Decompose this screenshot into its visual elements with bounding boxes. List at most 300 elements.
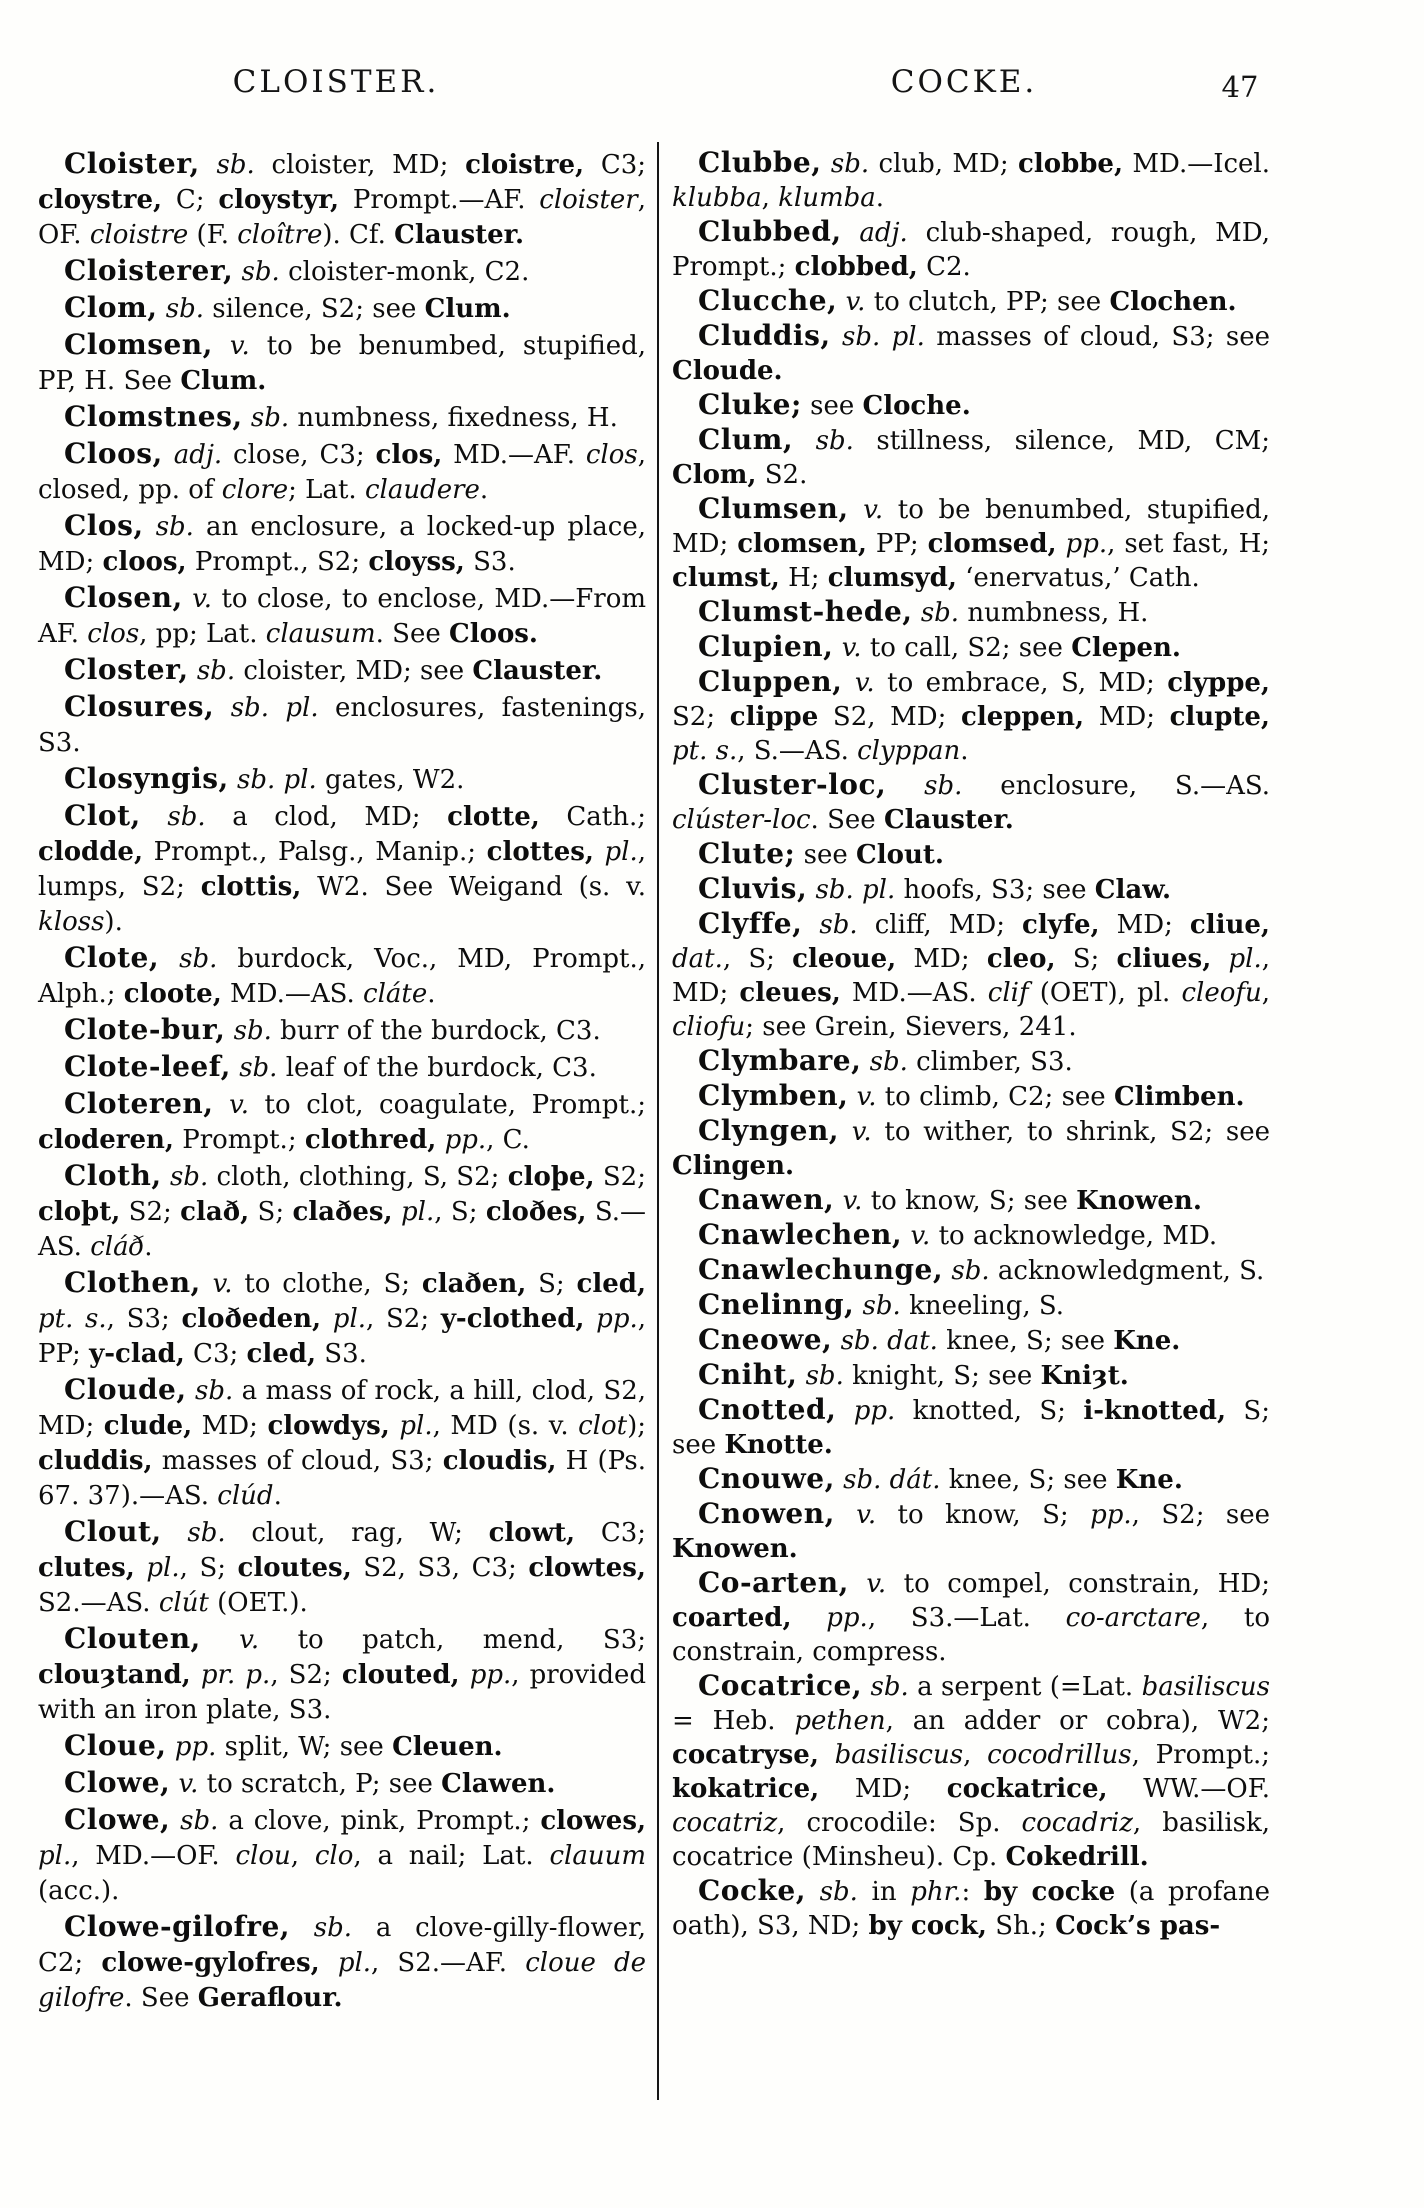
entry-text: , crocodile: Sp.	[777, 1808, 1022, 1838]
entry-text: , provided with an iron plate, S3.	[38, 1660, 647, 1725]
italic-label: pl.	[604, 837, 638, 867]
entry-text: knight, S; see	[843, 1361, 1041, 1391]
bold-term: y-clad,	[89, 1339, 185, 1369]
bold-term: clyppe,	[1167, 668, 1270, 698]
dictionary-entry	[38, 940, 646, 1012]
bold-term: clos,	[375, 440, 443, 470]
entry-text: .	[479, 475, 489, 505]
bold-term: clottis,	[200, 872, 302, 902]
entry-text	[832, 1326, 840, 1356]
entry-text	[157, 294, 165, 324]
italic-label: sb.	[194, 1376, 234, 1406]
bold-term: Cnawen,	[698, 1183, 835, 1216]
bold-term: Clingen.	[672, 1151, 795, 1181]
italic-label: clif	[987, 978, 1029, 1008]
bold-term: Cokedrill.	[1005, 1842, 1149, 1872]
bold-term: Cloos,	[64, 437, 163, 470]
entry-text: , basilisk, cocatrice (Minsheu). Cp.	[672, 1808, 1270, 1872]
bold-term: Cloister,	[64, 147, 200, 180]
bold-term: Cneowe,	[698, 1323, 833, 1356]
dictionary-entry	[672, 768, 1270, 837]
italic-label: sb. dát.	[843, 1465, 941, 1495]
bold-term: clowes,	[540, 1806, 647, 1836]
bold-term: cloyss,	[368, 547, 465, 577]
bold-term: clobbed,	[794, 252, 918, 282]
entry-text	[141, 802, 168, 832]
dictionary-entry	[38, 508, 646, 580]
bold-term: Clum.	[180, 366, 267, 396]
running-head-right: COCKE.	[890, 64, 1038, 100]
bold-term: clað,	[180, 1197, 250, 1227]
entry-text: S3.	[464, 547, 516, 577]
italic-label: klumba	[778, 183, 876, 213]
entry-text: C;	[162, 185, 219, 215]
bold-term: cloþe,	[507, 1162, 595, 1192]
bold-term: cocatryse,	[672, 1740, 819, 1770]
italic-label: cocadriz	[1021, 1808, 1133, 1838]
dictionary-entry	[672, 630, 1270, 665]
entry-text: , PP;	[38, 1304, 646, 1369]
bold-term: Claw.	[1094, 875, 1172, 905]
entry-text: , closed, pp. of	[38, 440, 647, 505]
bold-term: clothred,	[304, 1125, 437, 1155]
entry-text	[460, 1660, 470, 1690]
entry-text: to patch, mend, S3;	[259, 1625, 646, 1655]
bold-term: Clote-leef,	[64, 1050, 231, 1083]
bold-term: Cloude,	[64, 1373, 187, 1406]
italic-label: sb.	[169, 1162, 209, 1192]
entry-text: to scratch, P; see	[198, 1769, 442, 1799]
entry-text: gates, W2.	[316, 765, 465, 795]
entry-text: knee, S; see	[940, 1465, 1116, 1495]
italic-label: pl.	[337, 1948, 372, 1978]
entry-text: a clove-gilly-flower, C2;	[38, 1913, 646, 1978]
entry-text: .	[273, 1481, 282, 1511]
entry-text	[201, 1269, 213, 1299]
italic-label: clo	[314, 1841, 354, 1871]
italic-label: v.	[856, 1500, 877, 1530]
dictionary-entry	[672, 1393, 1270, 1462]
bold-term: cloos,	[102, 547, 187, 577]
bold-term: cleues,	[739, 978, 841, 1008]
bold-term: Clowe,	[64, 1803, 171, 1836]
dictionary-entry	[38, 1265, 646, 1372]
dictionary-entry	[38, 399, 646, 436]
bold-term: Cluster-loc,	[698, 768, 887, 801]
italic-label: sb. pl.	[841, 322, 925, 352]
italic-label: v.	[192, 584, 213, 614]
bold-term: cloðes,	[485, 1197, 587, 1227]
entry-text	[225, 1016, 233, 1046]
dictionary-entry	[38, 1621, 646, 1728]
italic-label: basiliscus	[834, 1740, 964, 1770]
entry-text	[290, 1913, 314, 1943]
dictionary-entry	[672, 1183, 1270, 1218]
entry-text	[201, 1625, 239, 1655]
italic-label: sb.	[241, 257, 280, 287]
entry-text: , pp; Lat.	[139, 619, 266, 649]
entry-text	[792, 1603, 827, 1633]
entry-text: to know, S; see	[862, 1186, 1077, 1216]
italic-label: v.	[229, 1090, 249, 1120]
bold-term: kokatrice,	[672, 1774, 820, 1804]
entry-text	[167, 1732, 175, 1762]
entry-text: C3;	[184, 1339, 247, 1369]
dictionary-entry	[38, 652, 646, 689]
entry-text: ; see Grein, Sievers, 241.	[745, 1012, 1077, 1042]
entry-text	[144, 512, 156, 542]
bold-term: cled,	[576, 1269, 646, 1299]
entry-text: W2. See Weigand (s. v.	[301, 872, 647, 902]
entry-text: H (Ps. 67. 37).—AS.	[38, 1446, 647, 1511]
bold-term: Clupien,	[698, 630, 834, 663]
entry-text: to clutch, PP; see	[865, 287, 1110, 317]
bold-term: Cocke,	[698, 1874, 806, 1907]
bold-term: Clepen.	[1071, 633, 1181, 663]
bold-term: clyfe,	[1022, 910, 1100, 940]
entry-text	[849, 495, 864, 525]
entry-text: S2;	[672, 702, 730, 732]
italic-label: sb.	[239, 1053, 278, 1083]
bold-term: Cloos.	[449, 619, 538, 649]
entry-text: numbness, H.	[959, 598, 1149, 628]
entry-text: to clothe, S;	[232, 1269, 422, 1299]
italic-label: pp.	[596, 1304, 638, 1334]
italic-label: sb. pl.	[236, 765, 317, 795]
entry-text: to close, to enclose, MD.—From AF.	[38, 584, 647, 649]
entry-text: to compel, constrain, HD;	[886, 1569, 1270, 1599]
italic-label: sb.	[951, 1256, 990, 1286]
dictionary-entry	[38, 1728, 646, 1765]
dictionary-entry	[38, 580, 646, 652]
entry-text	[233, 257, 241, 287]
entry-text: C3;	[575, 1518, 647, 1548]
italic-label: sb.	[187, 1518, 226, 1548]
entry-text: Prompt.;	[173, 1125, 305, 1155]
entry-text	[842, 668, 854, 698]
italic-label: cloître	[237, 220, 323, 250]
bold-term: Clyffe,	[698, 907, 803, 940]
entry-text: S2;	[594, 1162, 646, 1192]
bold-term: claðes,	[292, 1197, 393, 1227]
entry-text	[861, 1047, 869, 1077]
italic-label: v.	[239, 1625, 260, 1655]
entry-text	[849, 1569, 866, 1599]
entry-text: S; see	[672, 1396, 1270, 1460]
bold-term: Clawen.	[441, 1769, 556, 1799]
bold-term: Cluppen,	[698, 665, 843, 698]
entry-text: masses of cloud, S3;	[152, 1446, 443, 1476]
dictionary-entry	[38, 1086, 646, 1158]
entry-text	[183, 584, 192, 614]
bold-term: cloderen,	[38, 1125, 174, 1155]
bold-term: cloþt,	[38, 1197, 121, 1227]
italic-label: adj.	[173, 440, 223, 470]
entry-text: knotted, S;	[895, 1396, 1084, 1426]
dictionary-entry	[672, 1497, 1270, 1566]
bold-term: clumst,	[672, 563, 780, 593]
bold-term: cled,	[246, 1339, 316, 1369]
entry-text: . See	[810, 805, 884, 835]
bold-term: Cock’s pas-	[1055, 1911, 1221, 1941]
bold-term: clomsed,	[927, 529, 1057, 559]
bold-term: Knotte.	[724, 1430, 833, 1460]
entry-text	[833, 633, 841, 663]
dictionary-entry	[672, 595, 1270, 630]
entry-text: , S2;	[270, 1660, 342, 1690]
entry-text: MD;	[819, 1774, 947, 1804]
dictionary-entry	[38, 327, 646, 399]
bold-term: Cluvis,	[698, 872, 808, 905]
italic-label: pp.	[853, 1396, 896, 1426]
entry-text: .	[144, 1232, 153, 1262]
bold-term: cliue,	[1189, 910, 1270, 940]
bold-term: claðen,	[421, 1269, 527, 1299]
entry-text: clout, rag, W;	[225, 1518, 489, 1548]
entry-text	[594, 837, 605, 867]
entry-text	[436, 1125, 444, 1155]
dictionary-entry	[672, 146, 1270, 215]
entry-text	[913, 598, 921, 628]
bold-term: Clote,	[64, 941, 160, 974]
entry-text: , a nail; Lat.	[353, 1841, 550, 1871]
bold-term: Cnotted,	[698, 1393, 837, 1426]
bold-term: Closen,	[64, 581, 183, 614]
dictionary-entry	[38, 1765, 646, 1802]
bold-term: clomsen,	[737, 529, 867, 559]
dictionary-entry	[672, 423, 1270, 492]
bold-term: clutes,	[38, 1553, 135, 1583]
italic-label: clot	[578, 1411, 628, 1441]
italic-label: pt. s.	[38, 1304, 107, 1334]
entry-text: knee, S; see	[937, 1326, 1114, 1356]
bold-term: clobbe,	[1018, 149, 1124, 179]
bold-term: by cock,	[868, 1911, 987, 1941]
italic-label: sb.	[924, 771, 963, 801]
bold-term: Clyngen,	[698, 1114, 840, 1147]
bold-term: Clowe,	[64, 1766, 171, 1799]
dictionary-entry	[38, 761, 646, 798]
entry-text	[390, 1411, 400, 1441]
bold-term: clowt,	[488, 1518, 576, 1548]
entry-text: , to constrain, compress.	[672, 1603, 1270, 1667]
dictionary-entry	[672, 1566, 1270, 1669]
entry-text: , C.	[486, 1125, 530, 1155]
entry-text: );	[627, 1411, 646, 1441]
italic-label: sb.	[250, 403, 290, 433]
bold-term: Cnowen,	[698, 1497, 835, 1530]
bold-term: cliues,	[1116, 944, 1212, 974]
dictionary-entry	[38, 1372, 646, 1514]
bold-term: Clymben,	[698, 1079, 849, 1112]
dictionary-entry	[672, 284, 1270, 319]
entry-text: S3.	[316, 1339, 367, 1369]
italic-label: cocodrillus	[987, 1740, 1132, 1770]
entry-text	[837, 287, 845, 317]
entry-text: club-shaped, rough, MD, Prompt.;	[672, 218, 1270, 282]
bold-term: Cleuen.	[392, 1732, 503, 1762]
bold-term: Clum.	[424, 294, 511, 324]
entry-text: cliff, MD;	[857, 910, 1022, 940]
italic-label: sb. pl.	[230, 693, 319, 723]
bold-term: Clute;	[698, 837, 796, 870]
italic-label: clút	[158, 1588, 209, 1618]
italic-label: sb. pl.	[815, 875, 896, 905]
entry-text: ,	[963, 1740, 988, 1770]
italic-label: clauum	[549, 1841, 646, 1871]
italic-label: v.	[910, 1221, 931, 1251]
bold-term: clotte,	[447, 802, 540, 832]
entry-text: , S;	[722, 944, 793, 974]
italic-label: pp.	[174, 1732, 217, 1762]
entry-text: , set fast, H;	[1107, 529, 1271, 559]
italic-label: pp.	[444, 1125, 487, 1155]
entry-text	[806, 1877, 820, 1907]
bold-term: Co-arten,	[698, 1566, 849, 1599]
dictionary-entry	[38, 1012, 646, 1049]
bold-term: Clothen,	[64, 1266, 201, 1299]
entry-text: MD;	[896, 944, 987, 974]
dictionary-entry	[38, 436, 646, 508]
italic-label: v.	[851, 1117, 872, 1147]
bold-term: Kne.	[1113, 1326, 1181, 1356]
bold-term: Clumst-hede,	[698, 595, 913, 628]
dictionary-entry	[672, 319, 1270, 388]
italic-label: sb.	[216, 150, 255, 180]
dictionary-entry	[38, 1049, 646, 1086]
italic-label: cloister	[539, 185, 638, 215]
bold-term: Kniȝt.	[1040, 1361, 1129, 1391]
entry-text	[822, 149, 831, 179]
italic-label: v.	[178, 1769, 199, 1799]
bold-term: cleoue,	[792, 944, 897, 974]
dictionary-entry	[672, 1114, 1270, 1183]
entry-text	[214, 693, 230, 723]
italic-label: sb.	[805, 1361, 844, 1391]
italic-label: klubba	[672, 183, 762, 213]
dictionary-entry	[672, 872, 1270, 907]
left-column	[38, 146, 646, 2016]
bold-term: Cloteren,	[64, 1087, 214, 1120]
italic-label: basiliscus	[1141, 1672, 1270, 1702]
bold-term: by cocke	[983, 1877, 1116, 1907]
dictionary-entry	[672, 1358, 1270, 1393]
entry-text: , MD (s. v.	[432, 1411, 579, 1441]
italic-label: clore	[221, 475, 289, 505]
entry-text: cloister, MD;	[254, 150, 466, 180]
entry-text	[214, 1090, 230, 1120]
entry-text: numbness, fixedness, H.	[289, 403, 618, 433]
entry-text: S;	[249, 1197, 293, 1227]
entry-text: (OET.).	[208, 1588, 308, 1618]
entry-text	[802, 910, 819, 940]
entry-text: S.—AS.	[38, 1197, 646, 1262]
entry-text	[200, 150, 217, 180]
bold-term: Climben.	[1113, 1082, 1245, 1112]
entry-text: kneeling, S.	[900, 1291, 1065, 1321]
italic-label: clúster-loc	[672, 805, 811, 835]
entry-text: masses of cloud, S3; see	[924, 322, 1270, 352]
italic-label: sb.	[167, 802, 206, 832]
dictionary-entry	[672, 215, 1270, 284]
entry-text: silence, S2; see	[204, 294, 425, 324]
entry-text: MD;	[1084, 702, 1170, 732]
dictionary-entry	[38, 1158, 646, 1265]
italic-label: cocatriz	[672, 1808, 778, 1838]
bold-term: cloutes,	[237, 1553, 352, 1583]
entry-text	[831, 322, 842, 352]
bold-term: Clomsen,	[64, 328, 213, 361]
bold-term: Cloche.	[862, 391, 971, 421]
italic-label: clyppan	[857, 736, 961, 766]
entry-text: , MD;	[672, 944, 1270, 1008]
entry-text: MD.—Icel.	[1123, 149, 1271, 179]
italic-label: sb. dat.	[840, 1326, 938, 1356]
entry-text: ).	[104, 907, 123, 937]
bold-term: cloudis,	[442, 1446, 557, 1476]
entry-text	[584, 1304, 596, 1334]
entry-text	[191, 1660, 201, 1690]
bold-term: Clot,	[64, 799, 141, 832]
entry-text	[159, 944, 179, 974]
bold-term: Closyngis,	[64, 762, 229, 795]
bold-term: i-knotted,	[1083, 1396, 1227, 1426]
entry-text: MD.—AF.	[442, 440, 586, 470]
bold-term: Clubbed,	[698, 215, 842, 248]
entry-text: ; Lat.	[288, 475, 365, 505]
entry-text	[229, 765, 237, 795]
dictionary-entry	[672, 492, 1270, 595]
entry-text	[835, 1465, 843, 1495]
entry-text: , S2.—AF.	[371, 1948, 526, 1978]
dictionary-entry	[38, 253, 646, 290]
bold-term: Clauster.	[883, 805, 1014, 835]
entry-text: to climb, C2; see	[876, 1082, 1114, 1112]
entry-text: a mass of rock, a hill, clod, S2, MD;	[38, 1376, 646, 1441]
dictionary-entry	[672, 837, 1270, 872]
bold-term: Clauster.	[394, 220, 525, 250]
bold-term: cleo,	[986, 944, 1056, 974]
bold-term: Clout.	[856, 840, 944, 870]
entry-text: enclosure, S.—AS.	[962, 771, 1271, 801]
entry-text	[819, 1740, 835, 1770]
bold-term: Clucche,	[698, 284, 838, 317]
entry-text: (OET), pl.	[1028, 978, 1182, 1008]
entry-text	[886, 771, 924, 801]
running-head-left: CLOISTER.	[232, 64, 440, 100]
entry-text: MD;	[1099, 910, 1190, 940]
entry-text	[321, 1304, 333, 1334]
entry-text	[231, 1053, 239, 1083]
entry-text: to wither, to shrink, S2; see	[871, 1117, 1271, 1147]
entry-text: in	[857, 1877, 911, 1907]
entry-text: Cath.;	[539, 802, 647, 832]
bold-term: clowtes,	[528, 1553, 646, 1583]
italic-label: v.	[845, 287, 866, 317]
dictionary-entry	[672, 388, 1270, 423]
entry-text: S2.—AS.	[38, 1588, 159, 1618]
italic-label: sb.	[196, 656, 236, 686]
entry-text: H;	[779, 563, 828, 593]
entry-text: (acc.).	[38, 1876, 120, 1906]
bold-term: coarted,	[672, 1603, 792, 1633]
bold-term: clude,	[103, 1411, 193, 1441]
italic-label: sb.	[233, 1016, 272, 1046]
bold-term: Clom,	[672, 460, 757, 490]
italic-label: pl.	[38, 1841, 72, 1871]
entry-text: .	[427, 979, 436, 1009]
entry-text: to be benumbed, stupified, PP, H. See	[38, 331, 647, 396]
